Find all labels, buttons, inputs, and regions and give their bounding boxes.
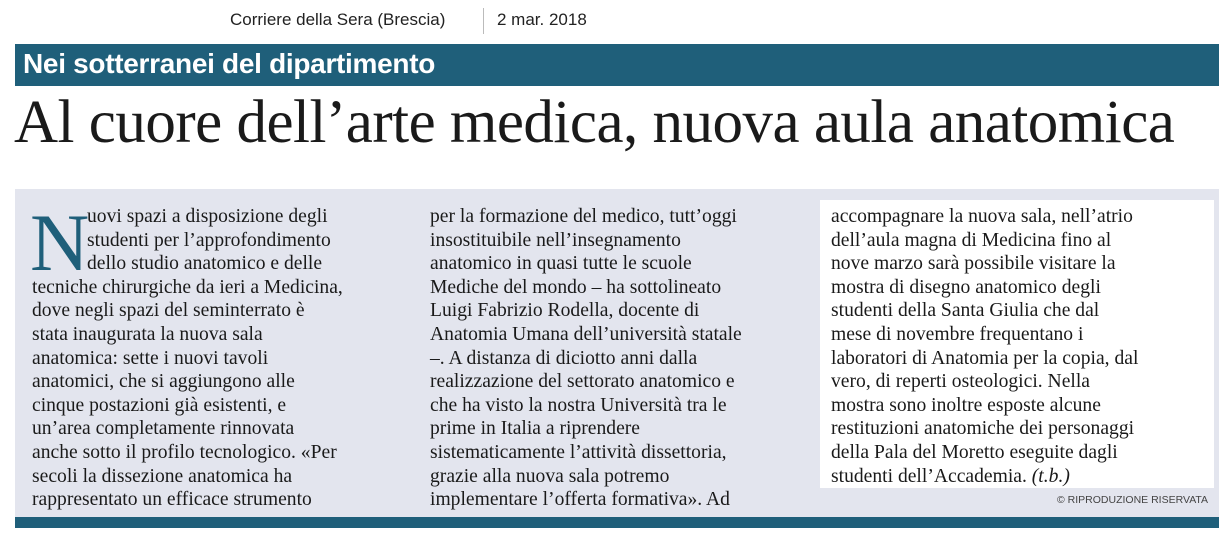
text-line: mostra sono inoltre esposte alcune xyxy=(831,394,1101,416)
publication-date: 2 mar. 2018 xyxy=(497,10,587,29)
kicker-text: Nei sotterranei del dipartimento xyxy=(23,48,436,79)
text-line: sistematicamente l’attività dissettoria, xyxy=(430,441,727,463)
author-signature: (t.b.) xyxy=(1031,465,1070,487)
text-line: dove negli spazi del seminterrato è xyxy=(32,300,305,322)
text-line: anatomica: sette i nuovi tavoli xyxy=(32,347,269,369)
text-line: vero, di reperti osteologici. Nella xyxy=(831,371,1090,393)
text-line: mese di novembre frequentano i xyxy=(831,323,1084,345)
text-line: prime in Italia a riprendere xyxy=(430,418,640,440)
divider xyxy=(483,8,484,34)
text-line: mostra di disegno anatomico degli xyxy=(831,276,1101,298)
text-line: anatomico in quasi tutte le scuole xyxy=(430,253,692,275)
last-line-text: studenti dell’Accademia. xyxy=(831,465,1027,487)
text-line: anche sotto il profilo tecnologico. «Per xyxy=(32,441,337,463)
text-line: Mediche del mondo – ha sottolineato xyxy=(430,276,722,298)
text-line: realizzazione del settorato anatomico e xyxy=(430,371,735,393)
text-line: cinque postazioni già esistenti, e xyxy=(32,394,287,416)
text-line: secoli la dissezione anatomica ha xyxy=(32,465,293,487)
article-column-3 xyxy=(831,205,1211,488)
text-line: della Pala del Moretto eseguite dagli xyxy=(831,441,1118,463)
text-line: anatomici, che si aggiungono alle xyxy=(32,371,295,393)
text-line: accompagnare la nuova sala, nell’atrio xyxy=(831,206,1133,227)
copyright-notice: © RIPRODUZIONE RISERVATA xyxy=(1057,494,1209,506)
text-line: dell’aula magna di Medicina fino al xyxy=(831,229,1112,251)
kicker-banner xyxy=(15,44,1219,86)
article-column-2 xyxy=(430,205,810,512)
text-line: –. A distanza di diciotto anni dalla xyxy=(430,347,698,369)
headline: Al cuore dell’arte medica, nuova aula anatomica xyxy=(14,89,1175,156)
newspaper-source: Corriere della Sera (Brescia) xyxy=(230,10,446,29)
text-line: stata inaugurata la nuova sala xyxy=(32,323,263,345)
text-line: tecniche chirurgiche da ieri a Medicina, xyxy=(32,276,343,298)
text-line: laboratori di Anatomia per la copia, dal xyxy=(831,347,1139,369)
text-line: nove marzo sarà possibile visitare la xyxy=(831,253,1116,275)
text-line: studenti della Santa Giulia che dal xyxy=(831,300,1100,322)
text-line-last xyxy=(831,465,1211,489)
drop-cap: N xyxy=(30,197,90,288)
text-line: dello studio anatomico e delle xyxy=(87,253,323,275)
text-line: insostituibile nell’insegnamento xyxy=(430,229,681,251)
text-line: restituzioni anatomiche dei personaggi xyxy=(831,418,1135,440)
source-bar xyxy=(0,0,1229,42)
text-line: implementare l’offerta formativa». Ad xyxy=(430,489,730,511)
text-line: Luigi Fabrizio Rodella, docente di xyxy=(430,300,700,322)
text-line: studenti per l’approfondimento xyxy=(87,229,331,251)
article-column-1 xyxy=(32,205,407,512)
text-line: rappresentato un efficace strumento xyxy=(32,489,312,511)
text-line: grazie alla nuova sala potremo xyxy=(430,465,670,487)
text-line: che ha visto la nostra Università tra le xyxy=(430,394,727,416)
text-line: un’area completamente rinnovata xyxy=(32,418,295,440)
text-line: Anatomia Umana dell’università statale xyxy=(430,323,742,345)
bottom-bar xyxy=(15,517,1219,528)
text-line: per la formazione del medico, tutt’oggi xyxy=(430,206,737,227)
text-line: uovi spazi a disposizione degli xyxy=(87,206,328,227)
